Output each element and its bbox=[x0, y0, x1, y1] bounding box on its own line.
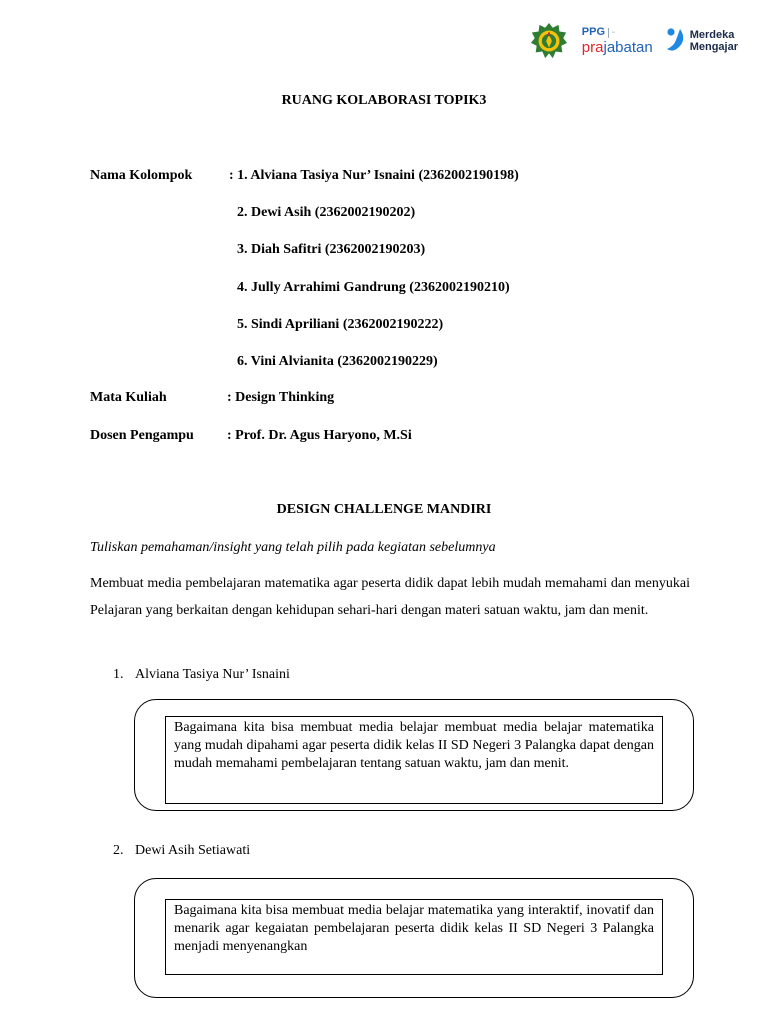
university-logo bbox=[530, 22, 568, 60]
page-title: RUANG KOLABORASI TOPIK3 bbox=[281, 93, 487, 108]
prompt-text: Tuliskan pemahaman/insight yang telah pilih pada kegiatan sebelumnya bbox=[90, 540, 496, 555]
entry-2-number: 2. bbox=[113, 843, 124, 858]
entry-1-number: 1. bbox=[113, 667, 124, 682]
ppg-text: PPG bbox=[581, 26, 606, 38]
ppg-pra-text: pra bbox=[581, 39, 604, 56]
member-6: 6. Vini Alvianita (2362002190229) bbox=[237, 354, 438, 369]
merdeka-line2: Mengajar bbox=[689, 41, 738, 53]
section-title: DESIGN CHALLENGE MANDIRI bbox=[276, 502, 492, 517]
merdeka-line1: Merdeka bbox=[689, 29, 735, 41]
member-1: : 1. Alviana Tasiya Nur’ Isnaini (2362002190198) bbox=[229, 168, 519, 183]
member-5: 5. Sindi Apriliani (2362002190222) bbox=[237, 317, 444, 332]
member-4: 4. Jully Arrahimi Gandrung (2362002190210) bbox=[237, 280, 510, 295]
course-value: : Design Thinking bbox=[227, 390, 335, 405]
entry-1-name: Alviana Tasiya Nur’ Isnaini bbox=[135, 667, 290, 682]
member-3: 3. Diah Safitri (2362002190203) bbox=[237, 242, 426, 257]
ppg-jabatan-text: jabatan bbox=[603, 39, 653, 56]
group-label: Nama Kolompok bbox=[90, 168, 193, 183]
entry-2-name: Dewi Asih Setiawati bbox=[135, 843, 251, 858]
entry-1-text-box: Bagaimana kita bisa membuat media belajar membuat media belajar matematika yang mudah dipahami agar peserta didik kelas II SD Negeri 3 Palangka dapat dengan mudah memahami pembelajaran tentang satuan waktu, jam dan menit. bbox=[165, 716, 663, 804]
ppg-prajabatan-logo: PPG ▪▪▪ prajabatan bbox=[581, 26, 653, 56]
entry-2-text-box: Bagaimana kita bisa membuat media belajar matematika yang interaktif, inovatif dan menarik agar kegaiatan pembelajaran peserta didik kelas II SD Negeri 3 Palangka menjadi menyenangkan bbox=[165, 899, 663, 975]
merdeka-mengajar-logo bbox=[665, 27, 738, 55]
lecturer-value: : Prof. Dr. Agus Haryono, M.Si bbox=[227, 428, 412, 443]
course-label: Mata Kuliah bbox=[90, 390, 167, 405]
merdeka-mengajar-icon bbox=[665, 27, 687, 55]
intro-paragraph: Membuat media pembelajaran matematika agar peserta didik dapat lebih mudah memahami dan menyukai Pelajaran yang berkaitan dengan kehidupan sehari-hari dengan materi satuan waktu, jam dan menit. bbox=[90, 576, 690, 618]
entry-2-heading bbox=[113, 843, 250, 859]
header-logos bbox=[530, 18, 738, 64]
lecturer-label: Dosen Pengampu bbox=[90, 428, 194, 443]
member-2: 2. Dewi Asih (2362002190202) bbox=[237, 205, 416, 220]
entry-1-heading bbox=[113, 667, 290, 683]
